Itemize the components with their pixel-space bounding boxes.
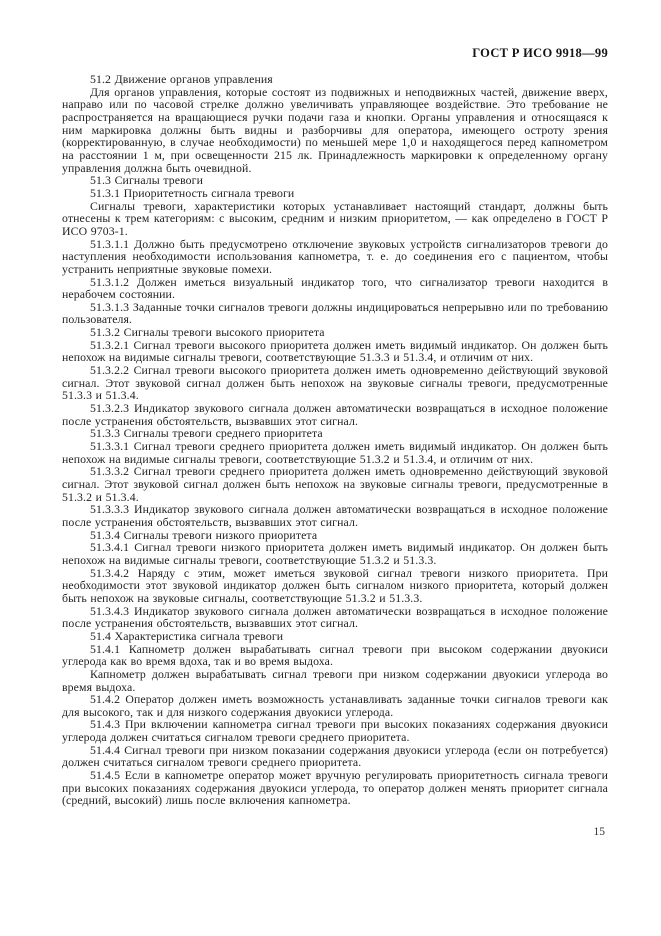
section-heading-51-4: 51.4 Характеристика сигнала тревоги	[90, 628, 284, 643]
section-heading-51-3-1: 51.3.1 Приоритетность сигнала тревоги	[90, 185, 295, 200]
para-51-3-2-3: 51.3.2.3 Индикатор звукового сигнала должен автоматически возвращаться в исходное положение после устранения обстоятельств, вызвавших этот сигнал.	[62, 401, 608, 428]
document-body	[62, 73, 608, 807]
document-header-standard-code: ГОСТ Р ИСО 9918—99	[472, 46, 608, 60]
section-heading-51-3-4: 51.3.4 Сигналы тревоги низкого приоритета	[90, 527, 318, 542]
para-51-3-3-3: 51.3.3.3 Индикатор звукового сигнала должен автоматически возвращаться в исходное положение после устранения обстоятельств, вызвавших этот сигнал.	[62, 502, 608, 529]
para-51-3-1-1: 51.3.1.1 Должно быть предусмотрено отключение звуковых устройств сигнализаторов тревоги до наступления необходимости использования капнометра, т. е. до соединения его с пациентом, чтобы устранить неприятные звуковые помехи.	[62, 236, 608, 276]
para-51-3-1-2: 51.3.1.2 Должен иметься визуальный индикатор того, что сигнализатор тревоги находится в нерабочем состоянии.	[62, 274, 608, 302]
page-number: 15	[593, 826, 605, 838]
para-51-3-2-2: 51.3.2.2 Сигнал тревоги высокого приоритета должен иметь одновременно действующий звуковой сигнал. Этот звуковой сигнал должен быть непохож на звуковые сигналы тревоги, предусмотренные 51.3.3 и 51.3.4.	[62, 363, 608, 403]
section-heading-51-3-2: 51.3.2 Сигналы тревоги высокого приоритета	[90, 325, 325, 340]
para-51-3-4-2: 51.3.4.2 Наряду с этим, может иметься звуковой сигнал тревоги низкого приоритета. При необходимости этот звуковой индикатор должен быть сигналом низкого приоритета, который должен быть непохож на звуковые сигналы, соответствующие 51.3.2 и 51.3.3.	[62, 565, 608, 605]
para-51-2-body: Для органов управления, которые состоят из подвижных и неподвижных частей, движение вверх, направо или по часовой стрелке должно увеличивать управляющее воздействие. Это требование не распространяется на вращающиеся ручки подачи газа и кнопки. Органы управления и относящаяся к ним маркировка должны быть видны и разборчивы для оператора, имеющего остроту зрения (корректированную, в случае необходимости) по меньшей мере 1,0 и находящегося перед капнометром на расстоянии 1 м, при освещенности 215 лк. Принадлежность маркировки к определенному органу управления должна быть очевидной.	[62, 84, 608, 175]
para-51-4-2: 51.4.2 Оператор должен иметь возможность устанавливать заданные точки сигналов тревоги как для высокого, так и для низкого содержания двуокиси углерода.	[62, 692, 608, 719]
para-51-3-3-1: 51.3.3.1 Сигнал тревоги среднего приоритета должен иметь видимый индикатор. Он должен быть непохож на видимые сигналы тревоги, соответствующие 51.3.2 и 51.3.4, и отличим от них.	[62, 439, 608, 466]
para-51-3-3-2: 51.3.3.2 Сигнал тревоги среднего приоритета должен иметь одновременно действующий звуковой сигнал. Этот звуковой сигнал должен быть непохож на звуковые сигналы тревоги, предусмотренные в 51.3.2 и 51.3.4.	[62, 464, 608, 504]
para-51-4-5: 51.4.5 Если в капнометре оператор может вручную регулировать приоритетность сигнала тревоги при высоких показаниях содержания двуокиси углерода, то оператор должен менять приоритет сигнала (средний, высокий) лишь после включения капнометра.	[62, 768, 608, 808]
section-heading-51-3-3: 51.3.3 Сигналы тревоги среднего приоритета	[90, 426, 323, 441]
para-51-4-3: 51.4.3 При включении капнометра сигнал тревоги при высоких показаниях содержания двуокиси углерода должен считаться сигналом тревоги среднего приоритета.	[62, 717, 608, 745]
section-heading-51-3: 51.3 Сигналы тревоги	[90, 173, 204, 188]
para-51-3-4-1: 51.3.4.1 Сигнал тревоги низкого приоритета должен иметь видимый индикатор. Он должен быть непохож на видимые сигналы тревоги, соответствующие 51.3.2 и 51.3.3.	[62, 540, 608, 567]
para-51-3-2-1: 51.3.2.1 Сигнал тревоги высокого приоритета должен иметь видимый индикатор. Он должен быть непохож на видимые сигналы тревоги, соответствующие 51.3.3 и 51.3.4, и отличим от них.	[62, 337, 608, 365]
section-heading-51-2: 51.2 Движение органов управления	[90, 72, 273, 86]
para-51-4-1: 51.4.1 Капнометр должен вырабатывать сигнал тревоги при высоком содержании двуокиси углерода как во время вдоха, так и во время выдоха.	[62, 641, 608, 669]
para-51-3-1-intro: Сигналы тревоги, характеристики которых устанавливает настоящий стандарт, должны быть отнесены к трем категориям: с высоким, средним и низким приоритетом, — как определено в ГОСТ Р ИСО 9703-1.	[62, 198, 608, 238]
para-51-3-1-3: 51.3.1.3 Заданные точки сигналов тревоги должны индицироваться непрерывно или по требованию пользователя.	[62, 299, 608, 327]
para-51-4-4: 51.4.4 Сигнал тревоги при низком показании содержания двуокиси углерода (если он потребуется) должен считаться сигналом тревоги среднего приоритета.	[62, 742, 608, 770]
para-51-3-4-3: 51.3.4.3 Индикатор звукового сигнала должен автоматически возвращаться в исходное положение после устранения обстоятельств, вызвавших этот сигнал.	[62, 603, 608, 631]
para-51-4-1-continued: Капнометр должен вырабатывать сигнал тревоги при низком содержании двуокиси углерода во время выдоха.	[62, 666, 608, 694]
